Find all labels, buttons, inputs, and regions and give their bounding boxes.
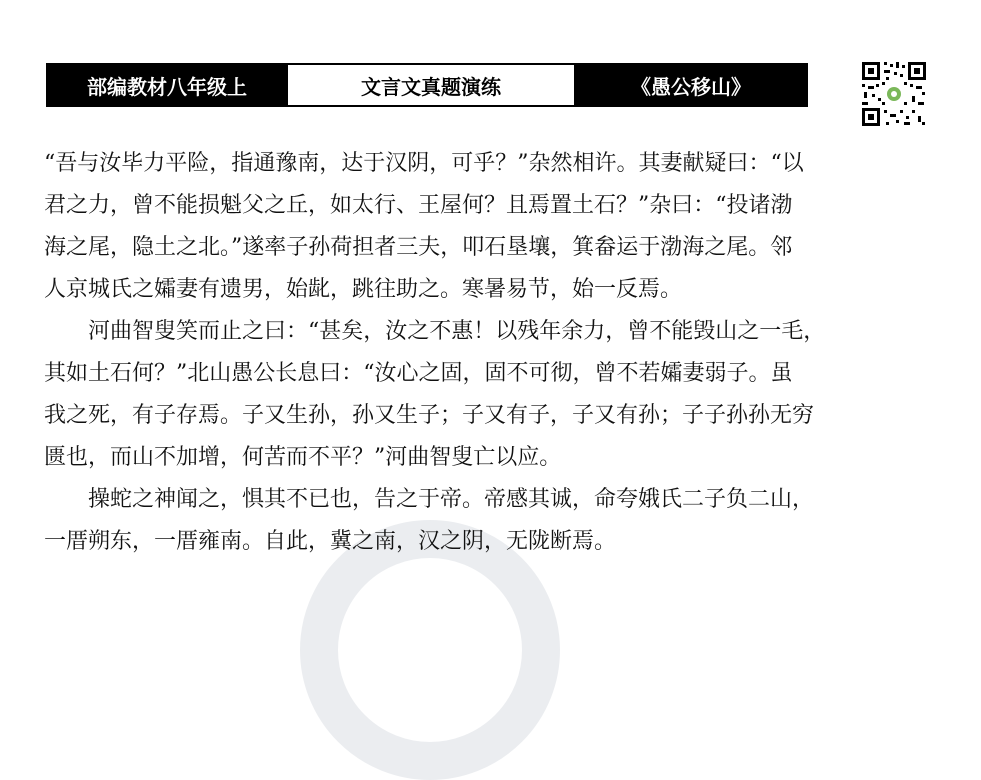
text-line: 人京城氏之孀妻有遗男，始龀，跳往助之。寒暑易节，始一反焉。 — [44, 277, 683, 302]
text-line: 其如土石何？”北山愚公长息曰：“汝心之固，固不可彻，曾不若孀妻弱子。虽 — [44, 361, 793, 386]
header-bar — [46, 63, 808, 107]
header-lesson-title: 《愚公移山》 — [576, 65, 806, 105]
text-line: 我之死，有子存焉。子又生孙，孙又生子；子又有子，子又有孙；子子孙孙无穷 — [44, 403, 815, 428]
text-line: 一厝朔东，一厝雍南。自此，冀之南，汉之阴，无陇断焉。 — [44, 529, 617, 554]
paragraph-1 — [44, 143, 944, 311]
text-line: 操蛇之神闻之，惧其不已也，告之于帝。帝感其诚，命夸娥氏二子负二山， — [88, 487, 815, 512]
text-line: 海之尾，隐土之北。”遂率子孙荷担者三夫，叩石垦壤，箕畚运于渤海之尾。邻 — [44, 235, 793, 260]
qr-code-icon — [860, 60, 928, 128]
text-line: 匮也，而山不加增，何苦而不平？”河曲智叟亡以应。 — [44, 445, 562, 470]
header-grade-label: 部编教材八年级上 — [48, 65, 286, 105]
text-line: “吾与汝毕力平险，指通豫南，达于汉阴，可乎？”杂然相许。其妻献疑曰：“以 — [44, 151, 804, 176]
text-line: 君之力，曾不能损魁父之丘，如太行、王屋何？且焉置土石？”杂曰：“投诸渤 — [44, 193, 793, 218]
passage-text — [44, 143, 944, 563]
text-line: 河曲智叟笑而止之曰：“甚矣，汝之不惠！以残年余力，曾不能毁山之一毛， — [88, 319, 826, 344]
paragraph-2 — [44, 311, 944, 479]
header-section-title: 文言文真题演练 — [286, 65, 576, 105]
paragraph-3 — [44, 479, 944, 563]
